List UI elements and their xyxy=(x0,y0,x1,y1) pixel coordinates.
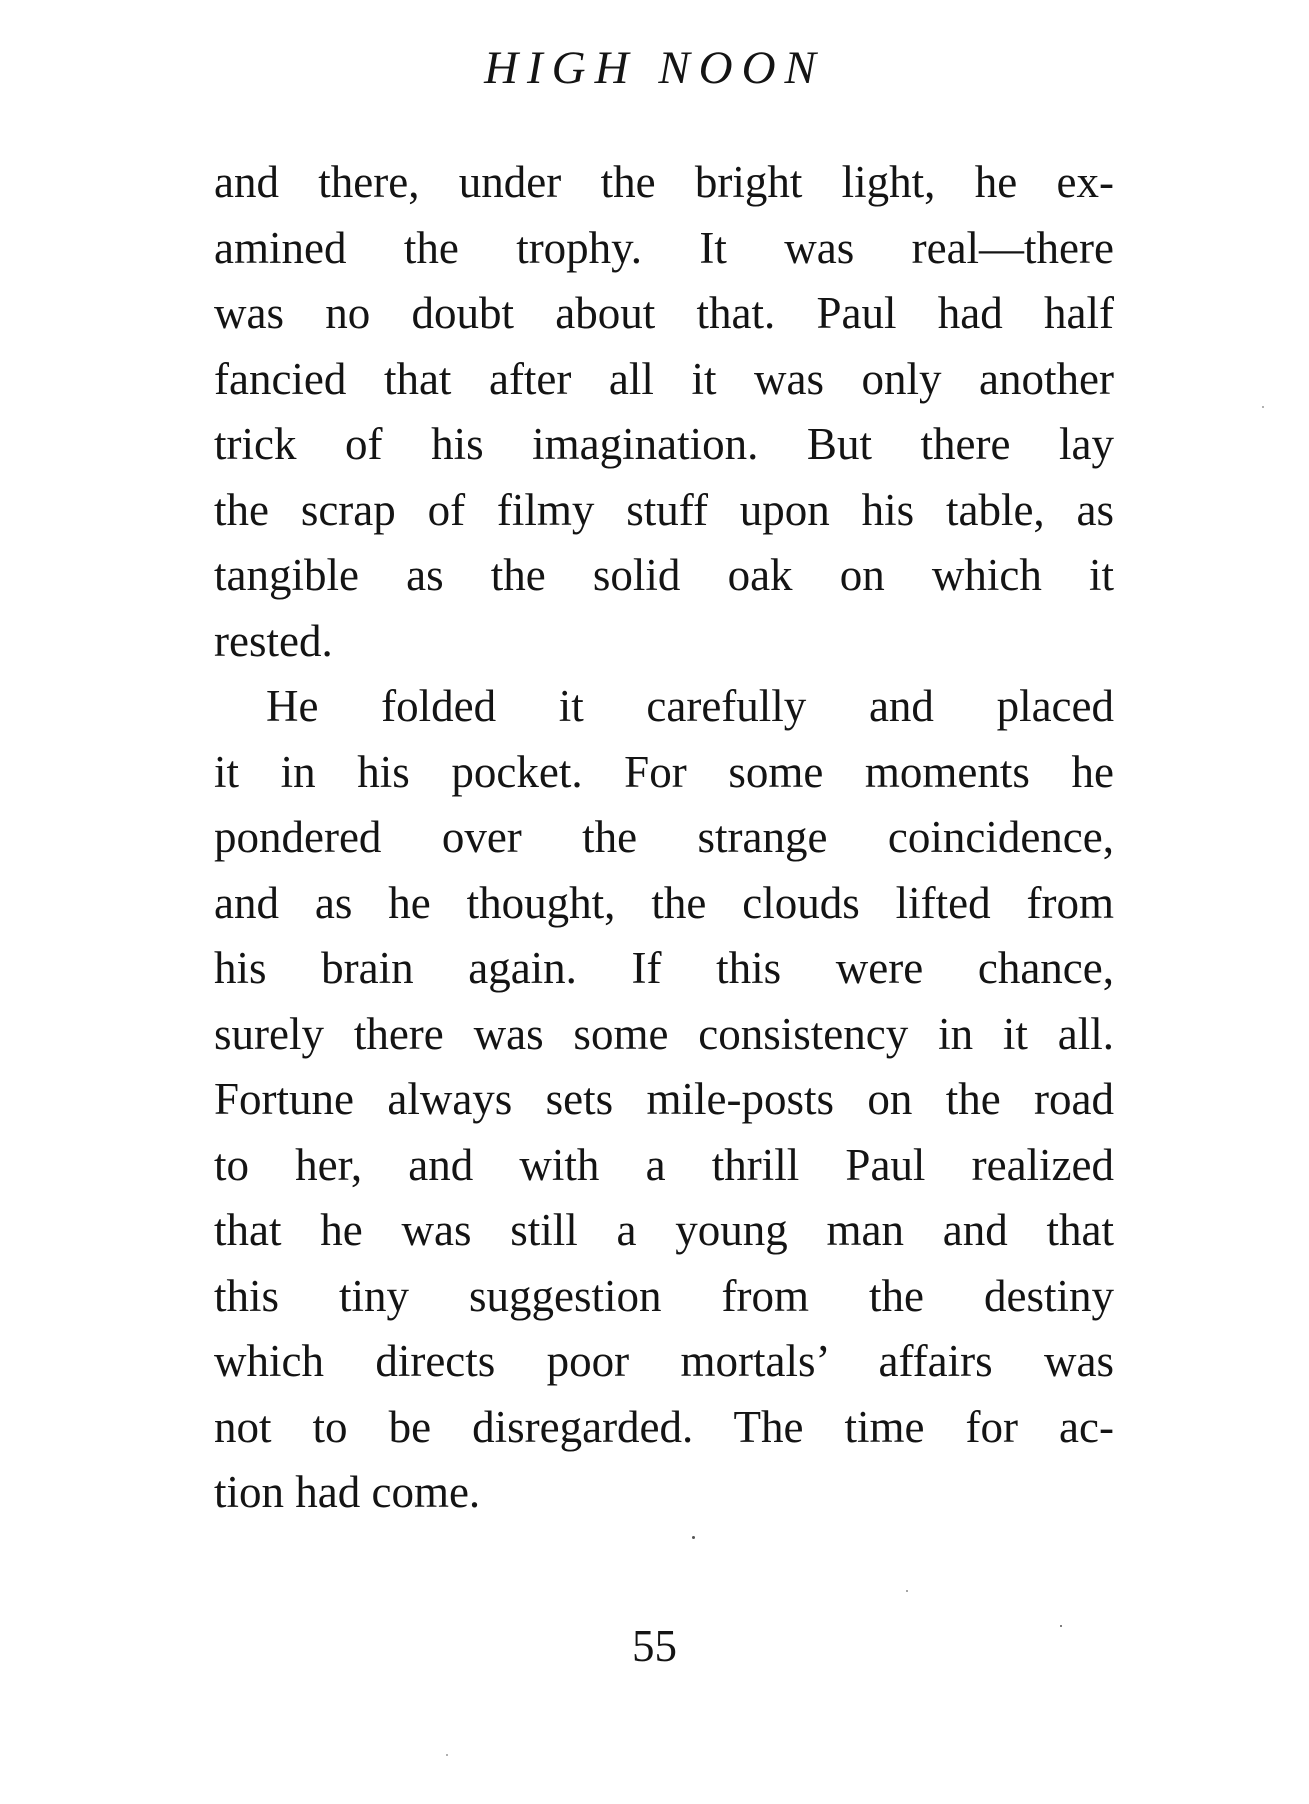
text-line: this tiny suggestion from the destiny xyxy=(214,1270,1114,1321)
text-line: Fortune always sets mile-posts on the road xyxy=(214,1074,1114,1124)
text-line: that he was still a young man and that xyxy=(214,1205,1114,1255)
text-line: surely there was some consistency in it all. xyxy=(214,1008,1114,1059)
body-text xyxy=(214,150,1114,1526)
ink-speck xyxy=(446,1754,448,1756)
text-line: tangible as the solid oak on which it xyxy=(214,550,1114,600)
text-line: was no doubt about that. Paul had half xyxy=(214,288,1114,338)
page-number: 55 xyxy=(632,1621,677,1671)
ink-speck xyxy=(692,1536,695,1539)
text-line: and as he thought, the clouds lifted from xyxy=(214,877,1114,928)
text-line: pondered over the strange coincidence, xyxy=(214,812,1114,862)
text-line: it in his pocket. For some moments he xyxy=(214,746,1114,797)
text-line: fancied that after all it was only another xyxy=(214,353,1114,404)
ink-speck xyxy=(1262,406,1264,408)
text-line: which directs poor mortals’ affairs was xyxy=(214,1336,1114,1386)
text-line: tion had come. xyxy=(214,1467,481,1517)
text-line: amined the trophy. It was real—there xyxy=(214,222,1114,273)
text-line: rested. xyxy=(214,615,333,666)
text-line: He folded it carefully and placed xyxy=(266,681,1114,731)
paragraph-1 xyxy=(214,150,1114,674)
text-line: the scrap of filmy stuff upon his table, as xyxy=(214,484,1114,535)
running-head: HIGH NOON xyxy=(484,42,825,94)
ink-speck xyxy=(1060,1625,1062,1627)
paragraph-2 xyxy=(214,674,1114,1526)
text-line: his brain again. If this were chance, xyxy=(214,943,1114,993)
text-line: and there, under the bright light, he ex- xyxy=(214,157,1114,207)
text-line: trick of his imagination. But there lay xyxy=(214,419,1114,469)
ink-speck xyxy=(906,1590,908,1592)
text-line: to her, and with a thrill Paul realized xyxy=(214,1139,1114,1190)
text-line: not to be disregarded. The time for ac- xyxy=(214,1401,1114,1452)
